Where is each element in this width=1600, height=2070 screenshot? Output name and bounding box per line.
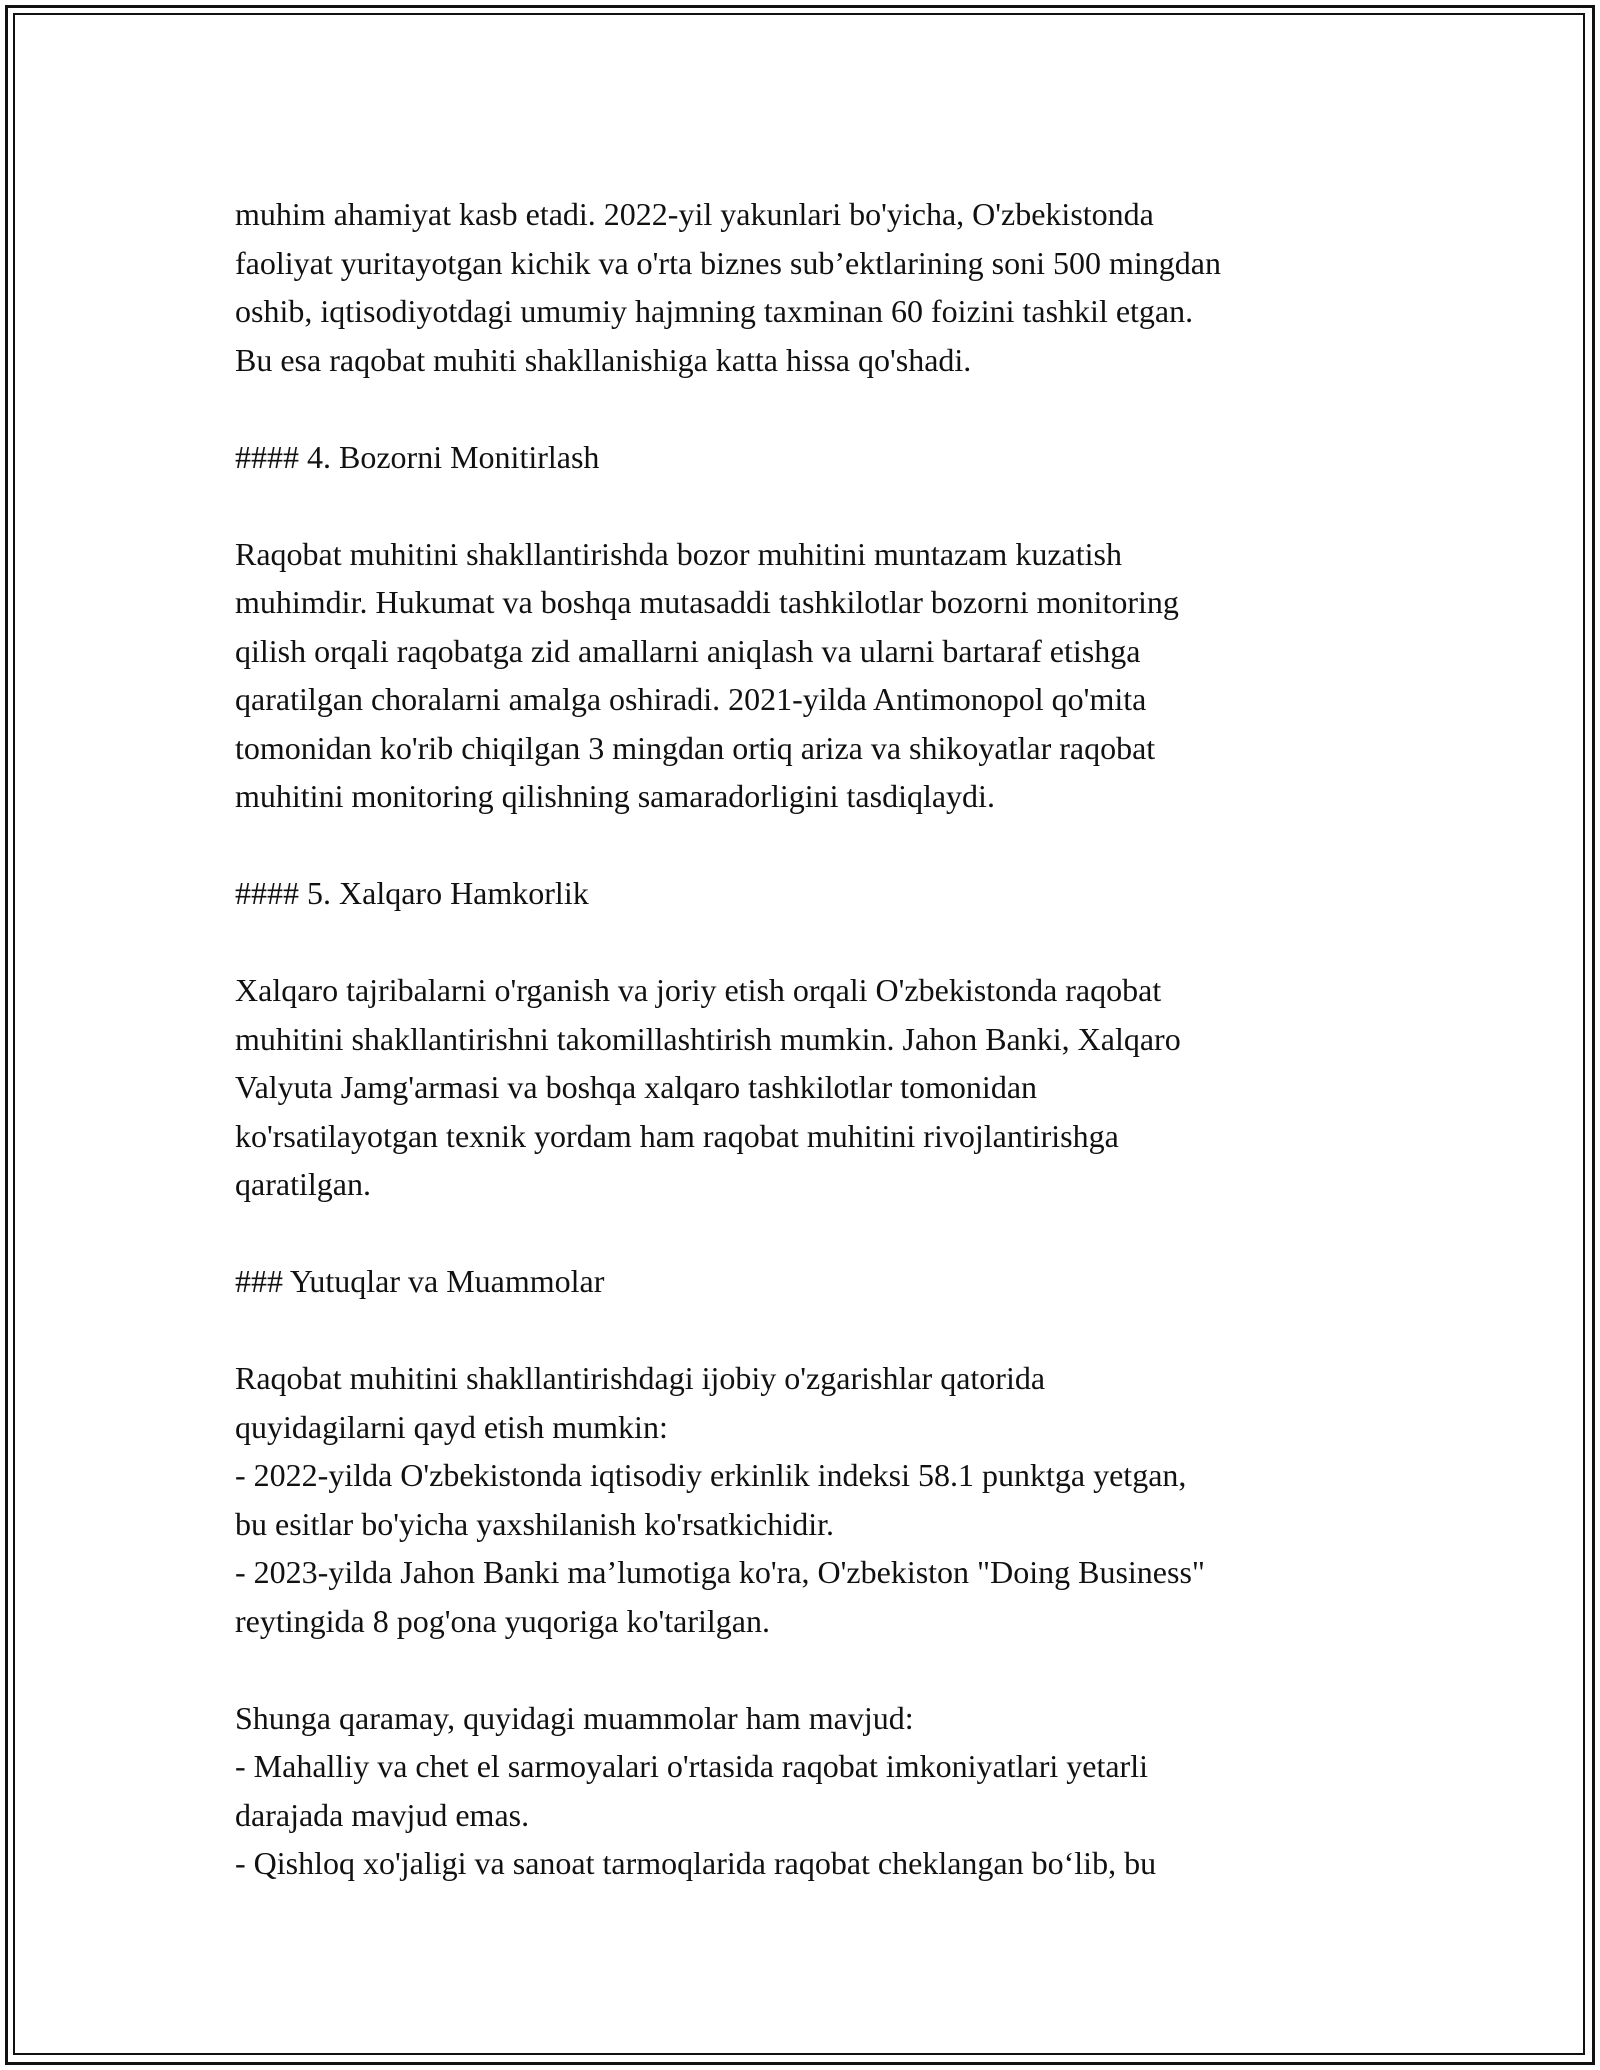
text-line: muhitini shakllantirishni takomillashtirish mumkin. Jahon Banki, Xalqaro bbox=[235, 1020, 1181, 1057]
text-line: muhim ahamiyat kasb etadi. 2022-yil yakunlari bo'yicha, O'zbekistonda bbox=[235, 196, 1154, 232]
text-line: Shunga qaramay, quyidagi muammolar ham mavjud: bbox=[235, 1699, 914, 1736]
list-item: - 2023-yilda Jahon Banki ma’lumotiga ko'ra, O'zbekiston "Doing Business" bbox=[235, 1554, 1205, 1590]
text-line: darajada mavjud emas. bbox=[235, 1796, 530, 1833]
text-line: qilish orqali raqobatga zid amallarni aniqlash va ularni bartaraf etishga bbox=[235, 632, 1141, 669]
paragraph-market-monitoring bbox=[235, 530, 1395, 821]
list-item: - Qishloq xo'jaligi va sanoat tarmoqlarida raqobat cheklangan bo‘lib, bu bbox=[235, 1845, 1157, 1881]
paragraph-achievements bbox=[235, 1354, 1395, 1645]
text-line: tomonidan ko'rib chiqilgan 3 mingdan ortiq ariza va shikoyatlar raqobat bbox=[235, 729, 1156, 766]
section-heading-achievements-problems: ### Yutuqlar va Muammolar bbox=[235, 1263, 605, 1299]
paragraph-sme-statistics bbox=[235, 190, 1395, 384]
blank-line bbox=[235, 481, 1395, 530]
text-line: Bu esa raqobat muhiti shakllanishiga katta hissa qo'shadi. bbox=[235, 341, 972, 378]
document-body bbox=[235, 190, 1395, 1888]
text-line: Xalqaro tajribalarni o'rganish va joriy etish orqali O'zbekistonda raqobat bbox=[235, 972, 1162, 1008]
section-heading-market-monitoring: #### 4. Bozorni Monitirlash bbox=[235, 438, 600, 475]
text-line: qaratilgan choralarni amalga oshiradi. 2021-yilda Antimonopol qo'mita bbox=[235, 681, 1147, 717]
text-line: Valyuta Jamg'armasi va boshqa xalqaro tashkilotlar tomonidan bbox=[235, 1069, 1038, 1105]
blank-line bbox=[235, 918, 1395, 967]
text-line: oshib, iqtisodiyotdagi umumiy hajmning taxminan 60 foizini tashkil etgan. bbox=[235, 293, 1194, 329]
paragraph-problems bbox=[235, 1694, 1395, 1888]
text-line: Raqobat muhitini shakllantirishda bozor muhitini muntazam kuzatish bbox=[235, 535, 1122, 572]
list-item: - 2022-yilda O'zbekistonda iqtisodiy erkinlik indeksi 58.1 punktga yetgan, bbox=[235, 1457, 1187, 1493]
text-line: muhimdir. Hukumat va boshqa mutasaddi tashkilotlar bozorni monitoring bbox=[235, 584, 1179, 620]
text-line: Raqobat muhitini shakllantirishdagi ijobiy o'zgarishlar qatorida bbox=[235, 1360, 1046, 1396]
blank-line bbox=[235, 821, 1395, 870]
list-item: - Mahalliy va chet el sarmoyalari o'rtasida raqobat imkoniyatlari yetarli bbox=[235, 1748, 1148, 1784]
text-line: bu esitlar bo'yicha yaxshilanish ko'rsatkichidir. bbox=[235, 1505, 834, 1542]
blank-line bbox=[235, 1209, 1395, 1258]
text-line: ko'rsatilayotgan texnik yordam ham raqobat muhitini rivojlantirishga bbox=[235, 1117, 1119, 1154]
text-line: reytingida 8 pog'ona yuqoriga ko'tarilgan. bbox=[235, 1602, 770, 1639]
section-heading-international-cooperation: #### 5. Xalqaro Hamkorlik bbox=[235, 875, 589, 911]
text-line: muhitini monitoring qilishning samaradorligini tasdiqlaydi. bbox=[235, 778, 995, 814]
text-line: faoliyat yuritayotgan kichik va o'rta biznes sub’ektlarining soni 500 mingdan bbox=[235, 244, 1221, 281]
blank-line bbox=[235, 1645, 1395, 1694]
blank-line bbox=[235, 384, 1395, 433]
text-line: quyidagilarni qayd etish mumkin: bbox=[235, 1408, 668, 1445]
blank-line bbox=[235, 1306, 1395, 1355]
text-line: qaratilgan. bbox=[235, 1166, 371, 1202]
paragraph-international-cooperation bbox=[235, 966, 1395, 1209]
